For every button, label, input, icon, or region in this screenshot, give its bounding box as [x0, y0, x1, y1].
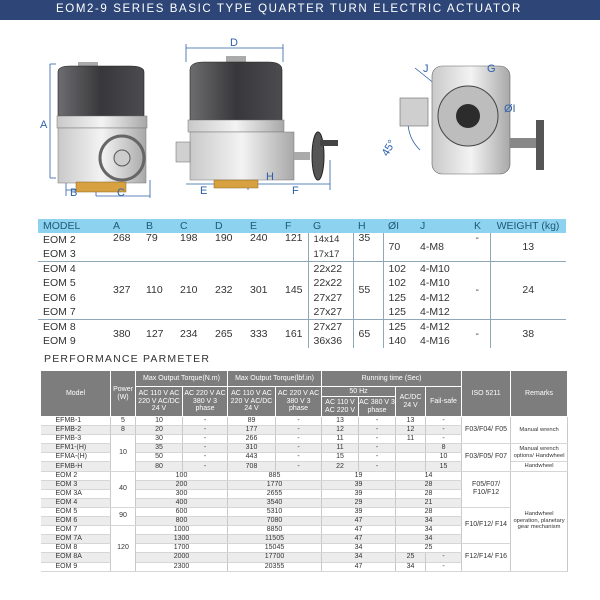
perf-nm: 300 — [136, 489, 228, 498]
perf-iso: F03/F05/ F07 — [462, 444, 511, 471]
perf-lb1: 708 — [228, 462, 276, 471]
dim-g-cell: 27x27 — [308, 305, 353, 319]
perf-nm2: - — [183, 417, 228, 426]
dim-c-cell: 198 — [180, 232, 198, 244]
perf-t1: 47 — [322, 535, 396, 544]
perf-t4: - — [426, 426, 462, 435]
perf-t2: - — [359, 462, 396, 471]
perf-col-lb-v1: AC 110 V AC 220 V AC/DC 24 V — [228, 387, 276, 417]
perf-nm1: 50 — [136, 453, 183, 462]
weight-cell: 38 — [490, 319, 566, 348]
col-j: J — [415, 219, 465, 233]
dim-g-cell: 17x17 — [308, 247, 353, 261]
dimension-header-row — [38, 219, 566, 233]
perf-t3 — [396, 453, 426, 462]
side-view-actuator — [176, 56, 338, 188]
perf-nm2: - — [183, 426, 228, 435]
dim-i-cell: 125 — [383, 305, 415, 319]
perf-t4: - — [426, 562, 462, 571]
perf-t1: 39 — [322, 489, 396, 498]
perf-nm: 800 — [136, 517, 228, 526]
perf-iso: F10/F12/ F14 — [462, 507, 511, 543]
perf-lb1: 310 — [228, 444, 276, 453]
perf-power: 40 — [111, 471, 136, 507]
dim-i-cell: 140 — [383, 334, 415, 348]
perf-t1: 11 — [322, 444, 359, 453]
perf-nm: 400 — [136, 498, 228, 507]
perf-t1: 29 — [322, 498, 396, 507]
perf-t1: 34 — [322, 553, 396, 562]
dim-i-cell: 102 — [383, 262, 415, 276]
model-cell: EOM 8 — [38, 319, 108, 333]
dim-k-cell: - — [465, 319, 490, 348]
perf-model: EOM 7A — [41, 535, 111, 544]
dim-e-cell: 301 — [245, 262, 280, 320]
perf-lb1: 177 — [228, 426, 276, 435]
perf-t3: 34 — [396, 562, 426, 571]
dim-d-cell: 190 — [215, 232, 233, 244]
perf-t2: - — [359, 417, 396, 426]
dim-c-cell: 210 — [175, 262, 210, 320]
dim-g-cell: 14x14 — [308, 233, 353, 247]
perf-nm: 2000 — [136, 553, 228, 562]
perf-col-v5: AC/DC 24 V — [396, 387, 426, 417]
perf-col-v4: AC 380 V 3 phase — [359, 397, 396, 417]
dim-a-cell: 380 — [108, 319, 141, 348]
dim-e-cell: 240 — [250, 232, 268, 244]
perf-t1: 22 — [322, 462, 359, 471]
model-cell: EOM 7 — [43, 305, 76, 318]
dim-k-cell: - — [475, 232, 479, 244]
perf-t3: 21 — [396, 498, 462, 507]
perf-nm: 1300 — [136, 535, 228, 544]
perf-model: EFMB-2 — [41, 426, 111, 435]
perf-t2: - — [359, 453, 396, 462]
perf-col-power: Power (W) — [111, 371, 136, 417]
perf-t1: 19 — [322, 471, 396, 480]
col-e: E — [245, 219, 280, 233]
perf-t1: 39 — [322, 480, 396, 489]
perf-col-nm-v1: AC 110 V AC 220 V AC/DC 24 V — [136, 387, 183, 417]
perf-model: EOM 3 — [41, 480, 111, 489]
perf-nm2: - — [183, 444, 228, 453]
perf-iso: F12/F14/ F16 — [462, 544, 511, 571]
perf-lb2: - — [276, 426, 322, 435]
perf-power: 5 — [111, 417, 136, 426]
col-weight: WEIGHT (kg) — [490, 219, 566, 233]
perf-power: 120 — [111, 526, 136, 571]
technical-drawing — [0, 20, 600, 217]
perf-remark: Handwheel operation, planetary gear mechanism — [511, 471, 568, 571]
perf-t3: 25 — [396, 544, 462, 553]
col-b: B — [141, 219, 175, 233]
dim-j-cell: 4-M12 — [415, 319, 465, 333]
perf-t3: 28 — [396, 480, 462, 489]
perf-t1: 12 — [322, 426, 359, 435]
table-row — [41, 417, 568, 426]
dim-label-b: B — [70, 187, 78, 199]
perf-t3: 13 — [396, 417, 426, 426]
dim-b-cell: 127 — [141, 319, 175, 348]
dim-h-cell: 55 — [353, 262, 383, 320]
perf-model: EOM 3A — [41, 489, 111, 498]
col-phi-i: ØI — [383, 219, 415, 233]
col-h: H — [353, 219, 383, 233]
perf-power: 90 — [111, 507, 136, 525]
perf-t3: 14 — [396, 471, 462, 480]
perf-model: EOM 7 — [41, 526, 111, 535]
table-row — [41, 507, 568, 516]
perf-lb: 1770 — [228, 480, 322, 489]
perf-lb2: - — [276, 462, 322, 471]
perf-lb: 20355 — [228, 562, 322, 571]
perf-col-torque-lbf: Max Output Torque(lbf.in) — [228, 371, 322, 387]
perf-t3: 34 — [396, 517, 462, 526]
dim-i-cell: 125 — [383, 291, 415, 305]
perf-nm1: 20 — [136, 426, 183, 435]
dim-b-cell: 110 — [141, 262, 175, 320]
perf-model: EOM 4 — [41, 498, 111, 507]
perf-col-v3: AC 110 V AC 220 V — [322, 397, 359, 417]
top-view-actuator — [400, 66, 544, 174]
perf-model: EFMB-H — [41, 462, 111, 471]
perf-t4: 8 — [426, 444, 462, 453]
perf-t3: 34 — [396, 526, 462, 535]
col-model: MODEL — [38, 219, 108, 233]
perf-remark: Handwheel — [511, 462, 568, 471]
perf-t1: 34 — [322, 544, 396, 553]
perf-model: EOM 2 — [41, 471, 111, 480]
perf-nm1: 35 — [136, 444, 183, 453]
perf-t3: 34 — [396, 535, 462, 544]
dim-label-d: D — [230, 37, 238, 49]
perf-model: EFM1-(H) — [41, 444, 111, 453]
perf-col-running: Running time (Sec) — [322, 371, 462, 387]
perf-t4: - — [426, 435, 462, 444]
perf-header-row-1 — [41, 371, 568, 387]
dim-h-cell: 65 — [353, 319, 383, 348]
perf-t2: - — [359, 444, 396, 453]
perf-nm: 1000 — [136, 526, 228, 535]
table-row — [38, 262, 566, 276]
perf-model: EOM 8 — [41, 544, 111, 553]
perf-nm: 1700 — [136, 544, 228, 553]
dim-label-h: H — [266, 171, 274, 183]
perf-nm1: 30 — [136, 435, 183, 444]
perf-model: EOM 8A — [41, 553, 111, 562]
perf-t1: 15 — [322, 453, 359, 462]
table-row — [38, 233, 566, 247]
perf-power: 8 — [111, 426, 136, 435]
dim-a-cell: 268 — [113, 232, 131, 244]
model-cell: EOM 5 — [43, 277, 76, 290]
col-k: K — [465, 219, 490, 233]
title-banner — [0, 0, 600, 20]
perf-remark: Manual wrench options/ Handwheel — [511, 444, 568, 462]
col-f: F — [280, 219, 308, 233]
perf-nm1: 80 — [136, 462, 183, 471]
perf-t3 — [396, 462, 426, 471]
model-cell: EOM 4 — [38, 262, 108, 276]
table-row — [38, 319, 566, 333]
perf-nm2: - — [183, 435, 228, 444]
perf-lb: 17700 — [228, 553, 322, 562]
perf-nm: 100 — [136, 471, 228, 480]
dim-a-cell: 327 — [108, 262, 141, 320]
col-a: A — [108, 219, 141, 233]
perf-lb: 15045 — [228, 544, 322, 553]
weight-cell: 24 — [490, 262, 566, 320]
weight-cell: 13 — [490, 233, 566, 262]
dim-h-cell: 35 — [353, 233, 383, 262]
performance-table — [40, 370, 568, 572]
perf-nm2: - — [183, 453, 228, 462]
dim-g-cell: 22x22 — [308, 262, 353, 276]
perf-t3: 28 — [396, 507, 462, 516]
perf-t1: 11 — [322, 435, 359, 444]
perf-t1: 39 — [322, 507, 396, 516]
perf-model: EOM 5 — [41, 507, 111, 516]
dim-c-cell: 234 — [175, 319, 210, 348]
page-title: EOM2-9 SERIES BASIC TYPE QUARTER TURN ELECTRIC ACTUATOR — [56, 3, 522, 15]
dim-j-cell: 4-M16 — [420, 334, 450, 347]
dim-f-cell: 121 — [285, 232, 303, 244]
dim-d-cell: 265 — [210, 319, 245, 348]
model-cell: EOM 3 — [43, 248, 76, 261]
perf-lb2: - — [276, 417, 322, 426]
perf-lb: 5310 — [228, 507, 322, 516]
dim-e-cell: 333 — [245, 319, 280, 348]
dim-label-e: E — [200, 185, 208, 197]
table-row — [41, 471, 568, 480]
perf-t3: 12 — [396, 426, 426, 435]
model-cell: EOM 6 — [43, 291, 76, 304]
model-cell: EOM 9 — [43, 334, 76, 347]
perf-model: EFMA-(H) — [41, 453, 111, 462]
perf-lb: 3540 — [228, 498, 322, 507]
perf-lb1: 89 — [228, 417, 276, 426]
perf-model: EFMB-3 — [41, 435, 111, 444]
dim-label-phi-i: ØI — [504, 103, 516, 115]
perf-nm: 2300 — [136, 562, 228, 571]
dim-label-j: J — [423, 63, 429, 75]
perf-col-remarks: Remarks — [511, 371, 568, 417]
perf-lb: 8850 — [228, 526, 322, 535]
perf-t4: 15 — [426, 462, 462, 471]
perf-t3 — [396, 444, 426, 453]
perf-lb: 11505 — [228, 535, 322, 544]
perf-power: 10 — [111, 435, 136, 471]
dim-g-cell: 27x27 — [308, 319, 353, 333]
perf-model: EFMB-1 — [41, 417, 111, 426]
perf-iso: F05/F07/ F10/F12 — [462, 471, 511, 507]
col-d: D — [210, 219, 245, 233]
perf-lb1: 266 — [228, 435, 276, 444]
perf-t1: 47 — [322, 562, 396, 571]
dim-j-cell: 4-M10 — [415, 262, 465, 276]
perf-lb2: - — [276, 453, 322, 462]
perf-model: EOM 9 — [41, 562, 111, 571]
dim-i-cell: 125 — [383, 319, 415, 333]
dim-g-cell: 36x36 — [308, 334, 353, 348]
dim-k-cell: - — [465, 262, 490, 320]
dim-g-cell: 22x22 — [308, 276, 353, 290]
front-view-actuator — [57, 62, 147, 192]
dim-i-cell: 70 — [383, 233, 415, 262]
dim-d-cell: 232 — [210, 262, 245, 320]
dimension-table — [38, 219, 566, 348]
perf-lb1: 443 — [228, 453, 276, 462]
col-c: C — [175, 219, 210, 233]
perf-col-nm-v2: AC 220 V AC 380 V 3 phase — [183, 387, 228, 417]
perf-col-lb-v2: AC 220 V AC 380 V 3 phase — [276, 387, 322, 417]
perf-col-model: Model — [41, 371, 111, 417]
perf-lb2: - — [276, 444, 322, 453]
perf-col-hz: 50 Hz — [322, 387, 396, 397]
perf-t4: - — [426, 553, 462, 562]
perf-t4: 10 — [426, 453, 462, 462]
perf-nm: 200 — [136, 480, 228, 489]
dim-j-cell: 4-M8 — [420, 240, 444, 253]
dim-label-angle: 45° — [379, 138, 399, 159]
model-cell: EOM 2 — [43, 233, 76, 246]
dim-f-cell: 145 — [280, 262, 308, 320]
perf-t4: - — [426, 417, 462, 426]
col-g: G — [308, 219, 353, 233]
perf-nm1: 10 — [136, 417, 183, 426]
dim-g-cell: 27x27 — [308, 291, 353, 305]
perf-model: EOM 6 — [41, 517, 111, 526]
perf-t3: 11 — [396, 435, 426, 444]
perf-lb2: - — [276, 435, 322, 444]
perf-t3: 28 — [396, 489, 462, 498]
perf-t1: 13 — [322, 417, 359, 426]
dim-label-g: G — [487, 63, 496, 75]
perf-t2: - — [359, 435, 396, 444]
perf-lb: 7080 — [228, 517, 322, 526]
perf-t1: 47 — [322, 517, 396, 526]
perf-remark: Manual wrench — [511, 417, 568, 444]
dim-j-cell: 4-M12 — [420, 291, 450, 304]
perf-lb: 885 — [228, 471, 322, 480]
dim-j-cell: 4-M12 — [420, 305, 450, 318]
perf-nm2: - — [183, 462, 228, 471]
perf-t2: - — [359, 426, 396, 435]
performance-title: PERFORMANCE PARMETER — [44, 353, 211, 365]
dim-f-cell: 161 — [280, 319, 308, 348]
dim-label-f: F — [292, 185, 299, 197]
perf-col-torque-nm: Max Output Torque(N.m) — [136, 371, 228, 387]
perf-t3: 25 — [396, 553, 426, 562]
perf-lb: 2655 — [228, 489, 322, 498]
perf-t1: 47 — [322, 526, 396, 535]
dim-label-a: A — [40, 119, 48, 131]
perf-col-iso: ISO 5211 — [462, 371, 511, 417]
dim-label-c: C — [117, 187, 125, 199]
perf-iso: F03/F04/ F05 — [462, 417, 511, 444]
perf-nm: 600 — [136, 507, 228, 516]
dim-i-cell: 102 — [383, 276, 415, 290]
dim-b-cell: 79 — [146, 232, 158, 244]
dim-j-cell: 4-M10 — [420, 277, 450, 290]
perf-col-failsafe: Fail-safe — [426, 387, 462, 417]
